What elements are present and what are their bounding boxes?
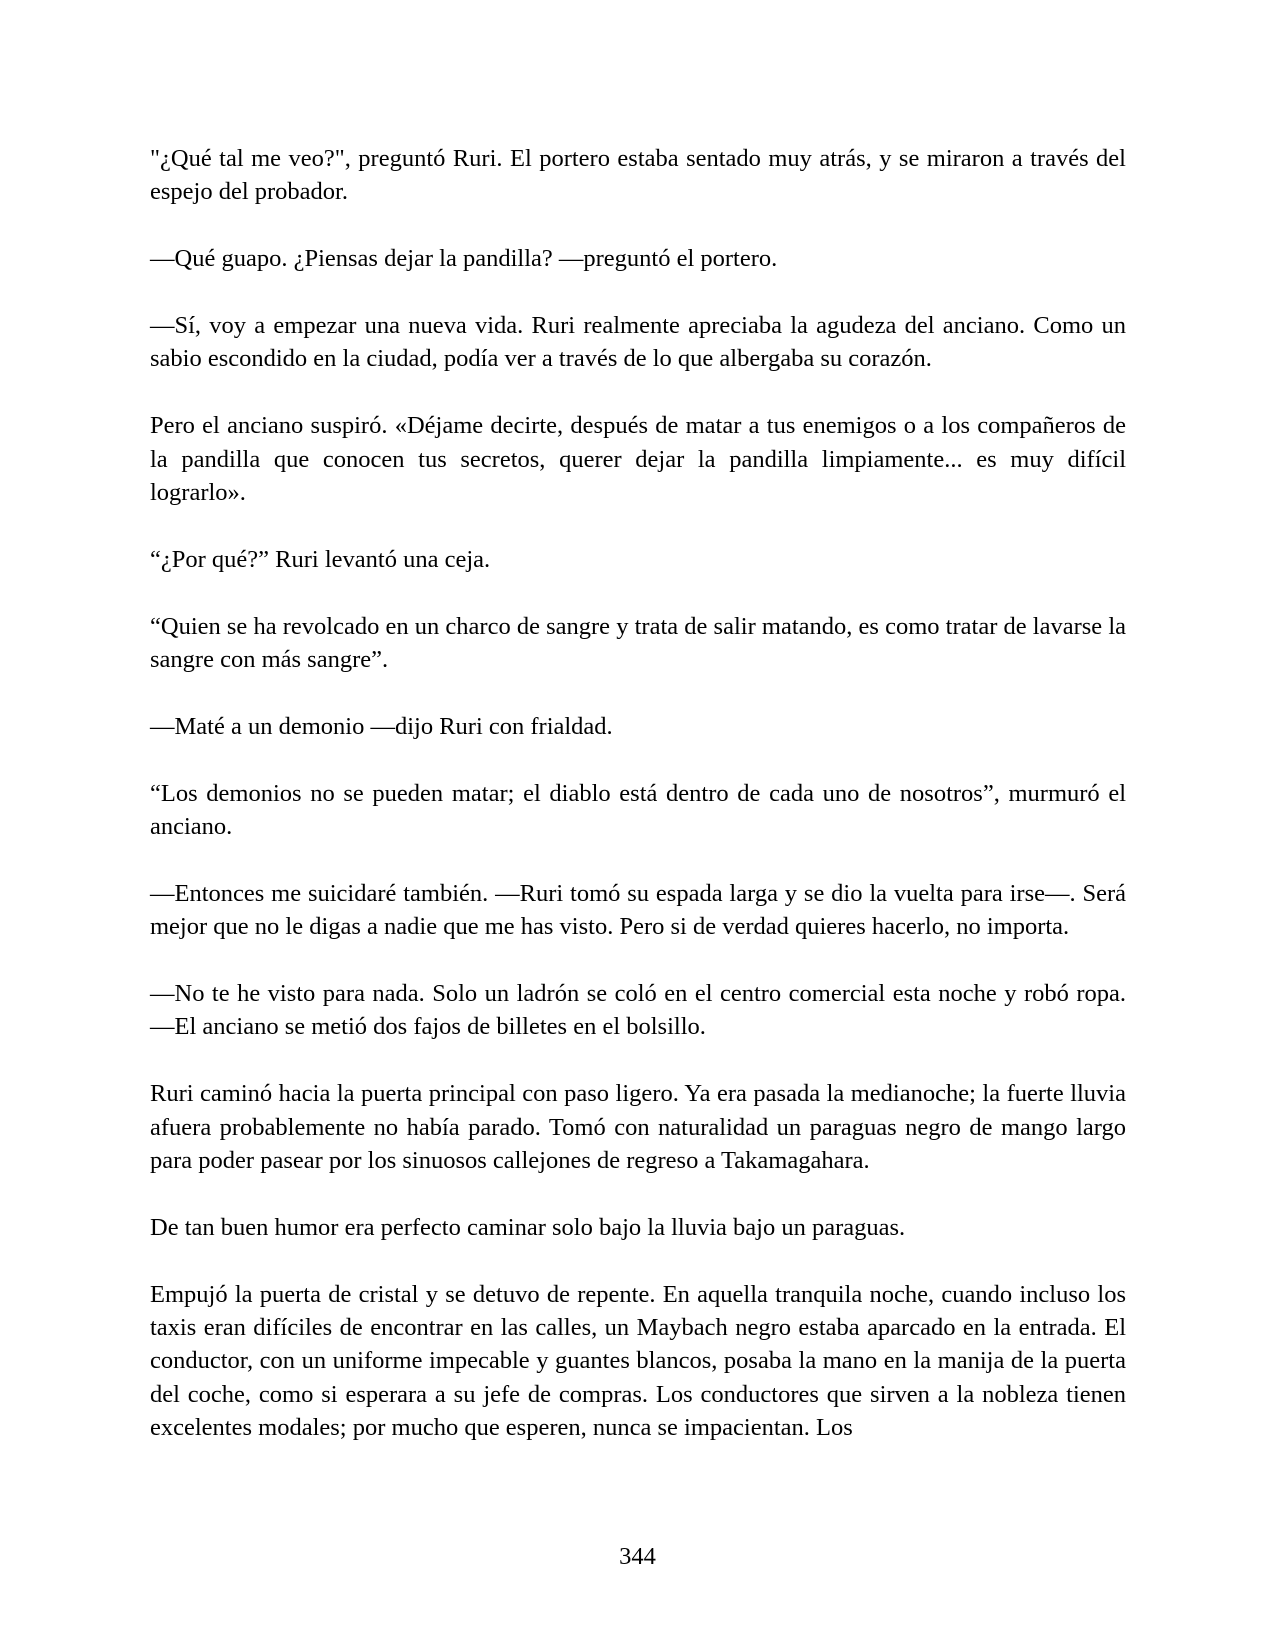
- paragraph: De tan buen humor era perfecto caminar solo bajo la lluvia bajo un paraguas.: [150, 1213, 906, 1241]
- paragraph: Pero el anciano suspiró. «Déjame decirte, después de matar a tus enemigos o a los compañeros de la pandilla que conocen tus secretos, querer dejar la pandilla limpiamente... es muy difícil lograrlo».: [150, 412, 1126, 507]
- paragraph: —Maté a un demonio —dijo Ruri con frialdad.: [150, 712, 613, 740]
- paragraph: —Qué guapo. ¿Piensas dejar la pandilla? —preguntó el portero.: [150, 245, 778, 273]
- paragraph: “Quien se ha revolcado en un charco de sangre y trata de salir matando, es como tratar de lavarse la sangre con más sangre”.: [150, 612, 1126, 674]
- paragraph: “Los demonios no se pueden matar; el diablo está dentro de cada uno de nosotros”, murmuró el anciano.: [150, 779, 1126, 841]
- paragraph: Empujó la puerta de cristal y se detuvo de repente. En aquella tranquila noche, cuando incluso los taxis eran difíciles de encontrar en las calles, un Maybach negro estaba aparcado en la entrada. El conductor, con un uniforme impecable y guantes blancos, posaba la mano en la manija de la puerta del coche, como si esperara a su jefe de compras. Los conductores que sirven a la nobleza tienen excelentes modales; por mucho que esperen, nunca se impacientan. Los: [150, 1280, 1126, 1442]
- page-number: 344: [619, 1543, 656, 1570]
- paragraph: —No te he visto para nada. Solo un ladrón se coló en el centro comercial esta noche y robó ropa. —El anciano se metió dos fajos de billetes en el bolsillo.: [150, 980, 1126, 1041]
- paragraph: Ruri caminó hacia la puerta principal con paso ligero. Ya era pasada la medianoche; la fuerte lluvia afuera probablemente no había parado. Tomó con naturalidad un paraguas negro de mango largo para poder pasear por los sinuosos callejones de regreso a Takamagahara.: [150, 1080, 1126, 1175]
- paragraph: “¿Por qué?” Ruri levantó una ceja.: [150, 545, 491, 573]
- paragraph: "¿Qué tal me veo?", preguntó Ruri. El portero estaba sentado muy atrás, y se miraron a través del espejo del probador.: [150, 145, 1126, 206]
- text-block: [150, 142, 1126, 1478]
- paragraph: —Entonces me suicidaré también. —Ruri tomó su espada larga y se dio la vuelta para irse—. Será mejor que no le digas a nadie que me has visto. Pero si de verdad quieres hacerlo, no importa.: [150, 879, 1126, 941]
- paragraph: —Sí, voy a empezar una nueva vida. Ruri realmente apreciaba la agudeza del anciano. Como un sabio escondido en la ciudad, podía ver a través de lo que albergaba su corazón.: [150, 312, 1126, 373]
